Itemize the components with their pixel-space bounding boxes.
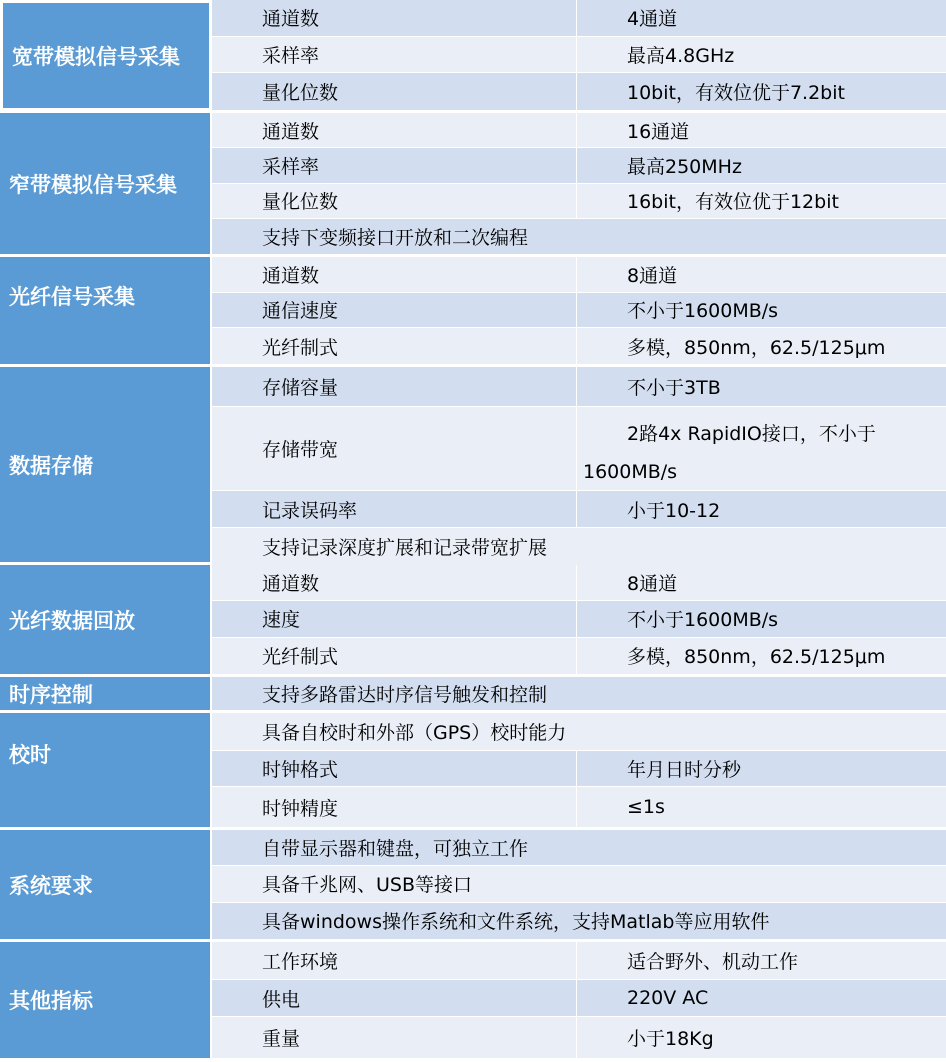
table-row bbox=[212, 751, 946, 787]
spec-value: 多模，850nm，62.5/125μm bbox=[627, 646, 886, 669]
table-row bbox=[212, 184, 946, 219]
category-label: 系统要求 bbox=[0, 830, 210, 939]
spec-label: 时钟格式 bbox=[212, 751, 577, 786]
spec-label: 存储容量 bbox=[212, 367, 577, 406]
table-row bbox=[212, 257, 946, 293]
table-row bbox=[212, 491, 946, 528]
spec-value: 小于10-12 bbox=[627, 499, 721, 522]
spec-label: 量化位数 bbox=[212, 184, 577, 218]
table-row bbox=[212, 407, 946, 491]
spec-value: 小于18Kg bbox=[627, 1028, 714, 1050]
table-row bbox=[212, 73, 946, 110]
table-row bbox=[212, 219, 946, 254]
section-other-specs bbox=[0, 942, 946, 1058]
spec-value: 多模，850nm，62.5/125μm bbox=[627, 336, 886, 359]
table-row bbox=[212, 638, 946, 674]
spec-note: 支持多路雷达时序信号触发和控制 bbox=[262, 684, 548, 706]
spec-value: 2路4x RapidIO接口，不小于1600MB/s bbox=[583, 423, 876, 483]
spec-label: 通道数 bbox=[212, 257, 577, 292]
spec-label: 重量 bbox=[212, 1017, 577, 1058]
section-system-requirements bbox=[0, 830, 946, 942]
table-row bbox=[212, 367, 946, 407]
table-row bbox=[212, 148, 946, 183]
spec-label: 工作环境 bbox=[212, 942, 577, 979]
table-row bbox=[212, 903, 946, 939]
section-wideband-acquisition bbox=[0, 0, 946, 113]
spec-label: 通道数 bbox=[212, 113, 577, 147]
spec-value: 不小于3TB bbox=[627, 377, 721, 399]
spec-label: 光纤制式 bbox=[212, 328, 577, 364]
spec-label: 存储带宽 bbox=[212, 407, 577, 490]
spec-label: 采样率 bbox=[212, 37, 577, 73]
category-label: 校时 bbox=[0, 713, 210, 827]
section-fiber-playback bbox=[0, 565, 946, 677]
spec-value: 8通道 bbox=[627, 573, 678, 596]
table-row bbox=[212, 528, 946, 565]
category-label: 数据存储 bbox=[0, 367, 210, 562]
spec-note: 支持记录深度扩展和记录带宽扩展 bbox=[262, 537, 548, 559]
spec-label: 通道数 bbox=[212, 0, 577, 36]
section-timing-control bbox=[0, 677, 946, 713]
spec-value: 不小于1600MB/s bbox=[627, 300, 779, 323]
table-row bbox=[212, 713, 946, 751]
table-row bbox=[212, 0, 946, 37]
table-row bbox=[212, 293, 946, 329]
spec-note: 具备千兆网、USB等接口 bbox=[262, 874, 473, 897]
spec-value: 最高250MHz bbox=[627, 155, 742, 178]
spec-value: 220V AC bbox=[627, 987, 709, 1009]
table-row bbox=[212, 942, 946, 980]
table-row bbox=[212, 328, 946, 364]
section-data-storage bbox=[0, 367, 946, 565]
spec-label: 量化位数 bbox=[212, 73, 577, 110]
spec-label: 记录误码率 bbox=[212, 491, 577, 527]
spec-label: 光纤制式 bbox=[212, 638, 577, 674]
spec-value: 4通道 bbox=[627, 8, 678, 31]
table-row bbox=[212, 866, 946, 902]
spec-label: 通道数 bbox=[212, 565, 577, 600]
spec-label: 速度 bbox=[212, 601, 577, 636]
section-time-calibration bbox=[0, 713, 946, 830]
spec-value: 不小于1600MB/s bbox=[627, 609, 779, 632]
table-row bbox=[212, 787, 946, 827]
section-narrowband-acquisition bbox=[0, 113, 946, 257]
table-row bbox=[212, 980, 946, 1017]
category-label: 窄带模拟信号采集 bbox=[0, 113, 210, 254]
spec-label: 供电 bbox=[212, 980, 577, 1016]
spec-value: 年月日时分秒 bbox=[627, 759, 742, 781]
spec-value: 10bit，有效位优于7.2bit bbox=[627, 82, 845, 105]
table-row bbox=[212, 113, 946, 148]
spec-note: 具备自校时和外部（GPS）校时能力 bbox=[262, 722, 567, 744]
category-label: 其他指标 bbox=[0, 942, 210, 1058]
spec-value: 16通道 bbox=[627, 120, 690, 143]
category-label: 光纤信号采集 bbox=[0, 257, 210, 364]
spec-label: 采样率 bbox=[212, 148, 577, 182]
spec-value: ≤1s bbox=[627, 796, 665, 818]
spec-note: 具备windows操作系统和文件系统，支持Matlab等应用软件 bbox=[262, 911, 770, 934]
spec-value: 16bit，有效位优于12bit bbox=[627, 191, 839, 214]
section-fiber-acquisition bbox=[0, 257, 946, 367]
table-row bbox=[212, 830, 946, 866]
table-row bbox=[212, 565, 946, 601]
category-label: 时序控制 bbox=[0, 677, 210, 710]
category-label: 宽带模拟信号采集 bbox=[3, 3, 209, 108]
table-row bbox=[212, 37, 946, 74]
table-row bbox=[212, 1017, 946, 1058]
spec-value: 8通道 bbox=[627, 264, 678, 287]
spec-label: 通信速度 bbox=[212, 293, 577, 328]
spec-note: 支持下变频接口开放和二次编程 bbox=[262, 226, 529, 249]
spec-value: 适合野外、机动工作 bbox=[627, 951, 799, 973]
category-label: 光纤数据回放 bbox=[0, 565, 210, 674]
spec-label: 时钟精度 bbox=[212, 787, 577, 827]
table-row bbox=[212, 677, 946, 710]
table-row bbox=[212, 601, 946, 637]
spec-value: 最高4.8GHz bbox=[627, 44, 735, 67]
spec-note: 自带显示器和键盘，可独立工作 bbox=[262, 838, 529, 861]
